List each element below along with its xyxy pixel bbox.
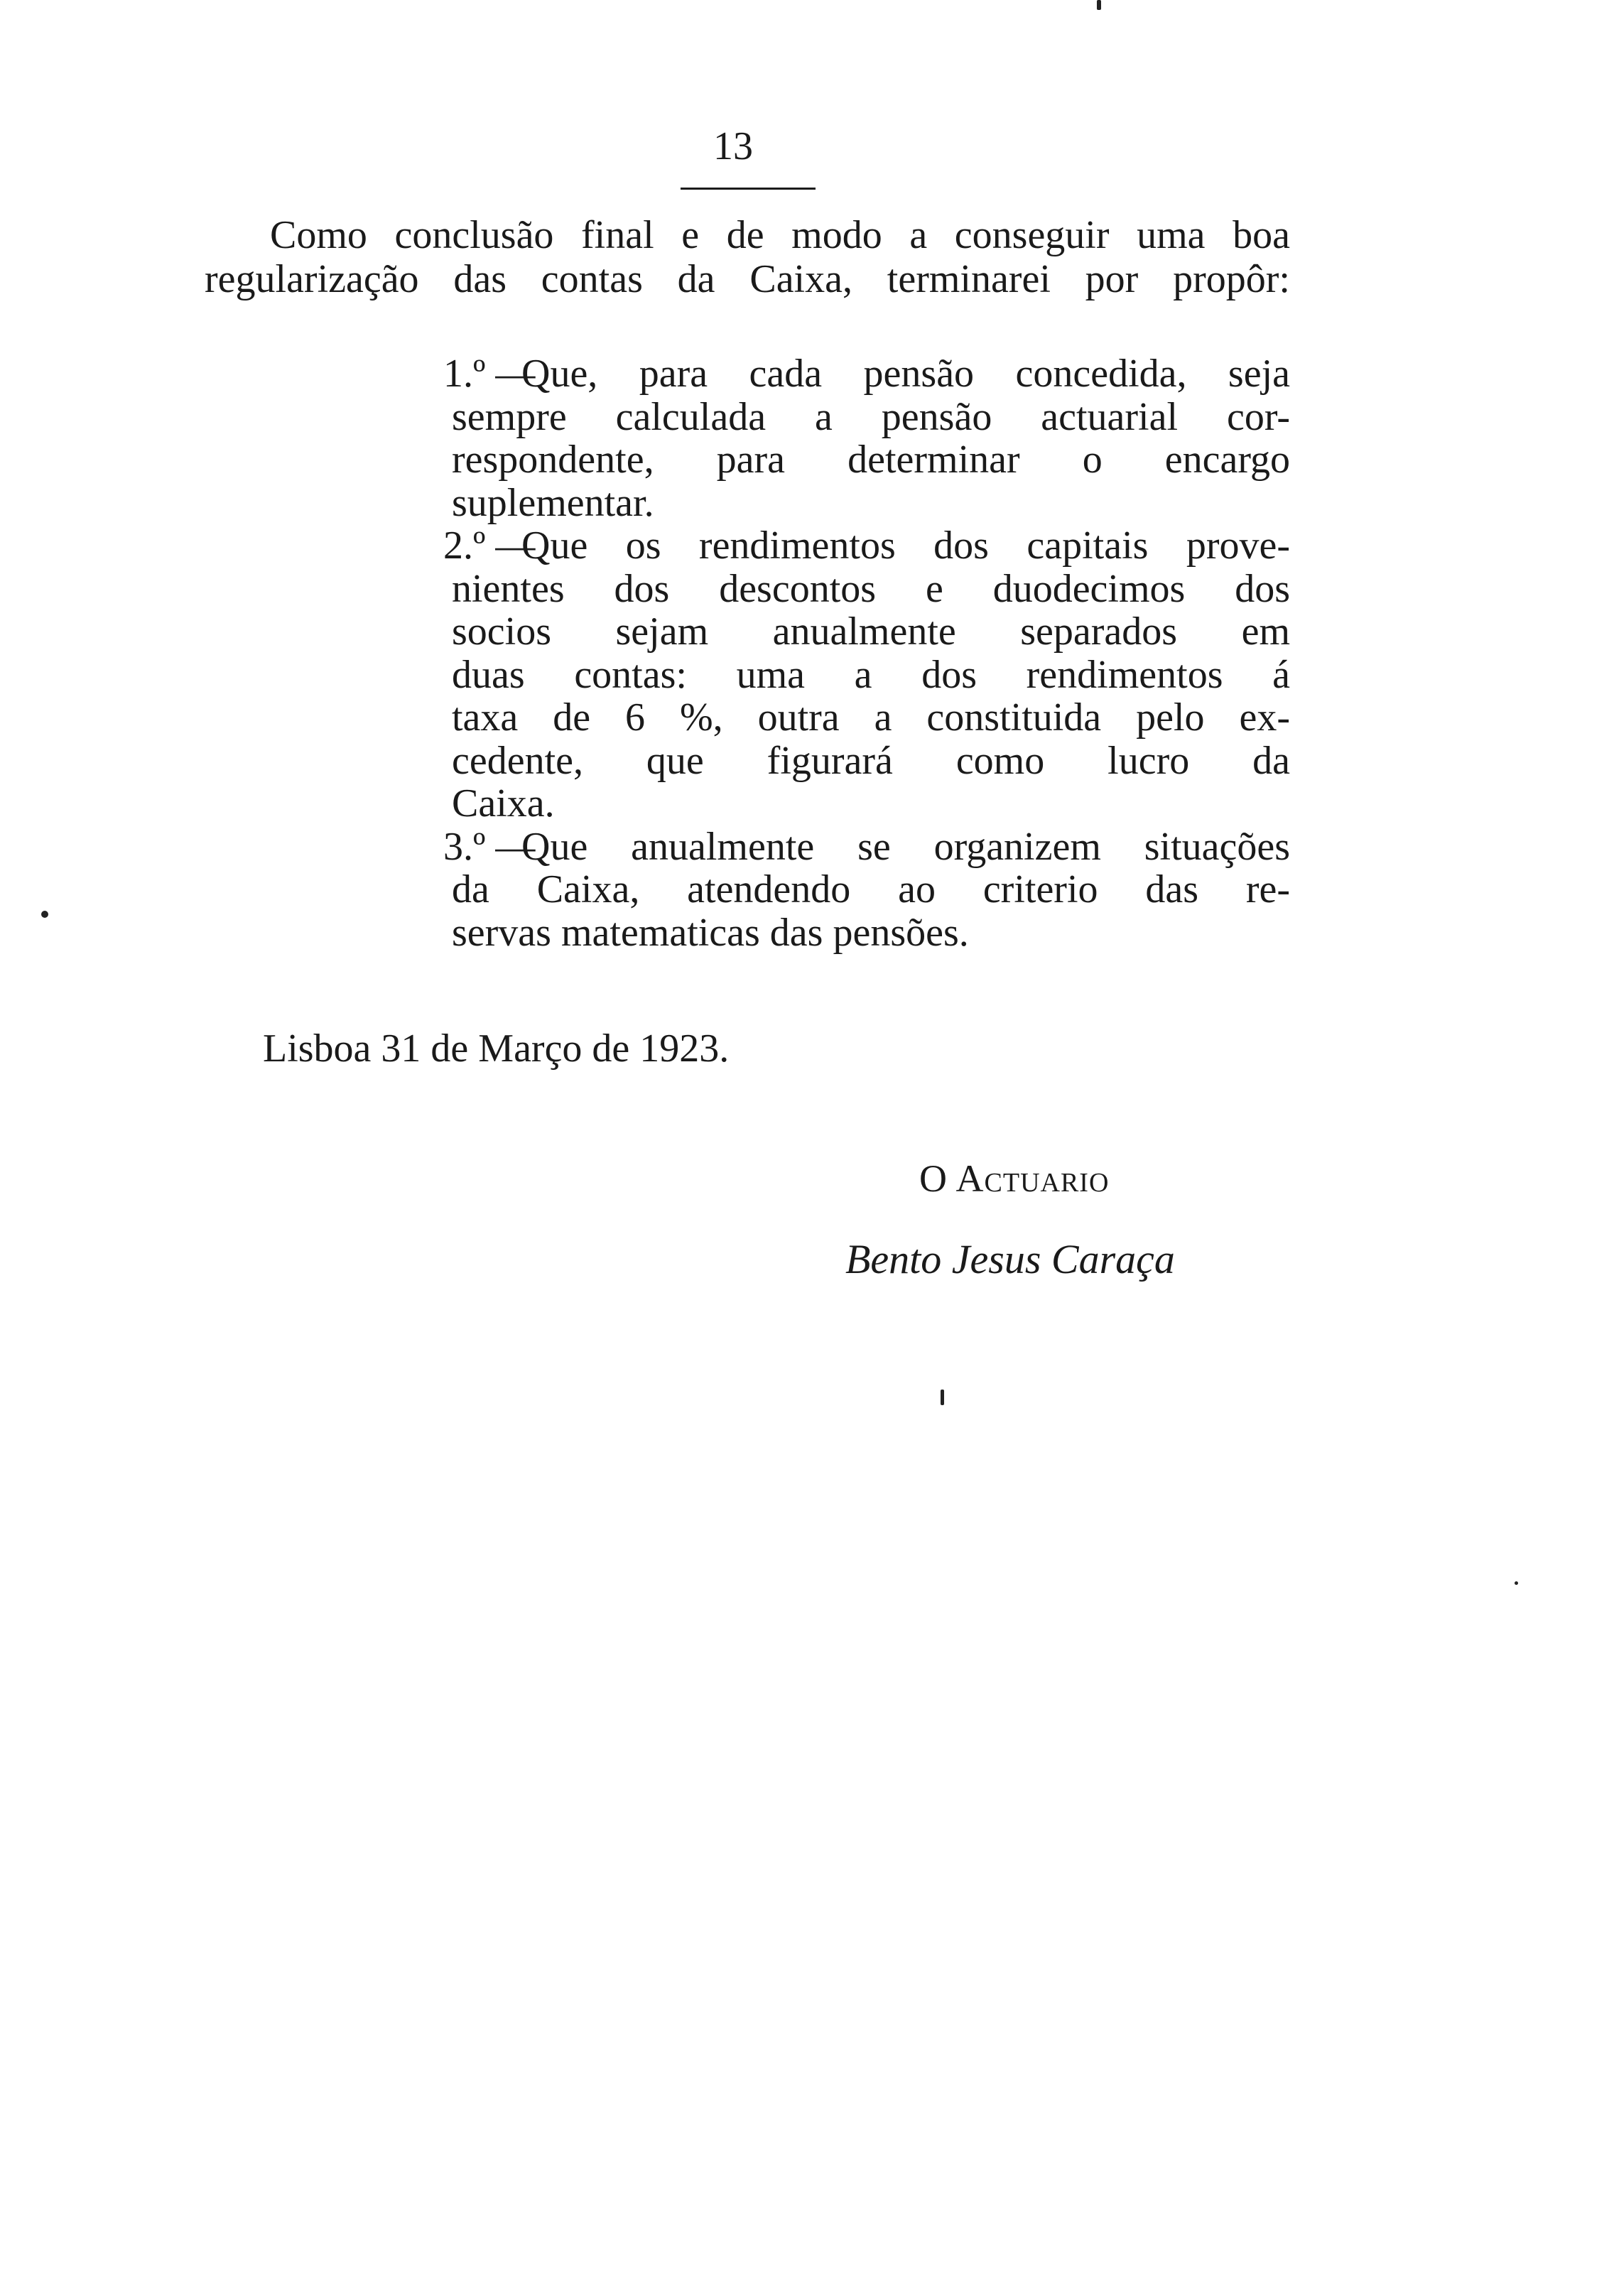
item-line: nientes dos descontos e duodecimos dos	[452, 566, 1290, 611]
item-line: Caixa.	[452, 781, 555, 825]
item-line: cedente, que figurará como lucro da	[452, 738, 1290, 783]
print-speck	[1515, 1581, 1518, 1585]
item-line: sempre calculada a pensão actuarial cor-	[452, 394, 1290, 439]
signatory-name: Bento Jesus Caraça	[845, 1236, 1175, 1282]
proposal-item-3	[443, 824, 1290, 955]
print-speck	[41, 911, 48, 918]
page-number-rule	[681, 188, 816, 190]
item-number: 2.º —	[443, 524, 536, 568]
proposal-list	[443, 352, 1290, 955]
dateline: Lisboa 31 de Março de 1923.	[263, 1027, 730, 1071]
item-line: servas matematicas das pensões.	[452, 910, 969, 955]
item-line: taxa de 6 %, outra a constituida pelo ex-	[452, 695, 1290, 740]
item-line: respondente, para determinar o encargo	[452, 438, 1290, 482]
item-line: suplementar.	[452, 480, 654, 525]
proposal-item-1	[443, 352, 1290, 525]
proposal-item-2	[443, 524, 1290, 825]
page-number: 13	[713, 124, 753, 168]
item-line: socios sejam anualmente separados em	[452, 610, 1290, 654]
item-line: Que, para cada pensão concedida, seja	[521, 352, 1290, 396]
signatory-title: O Actuario	[919, 1157, 1110, 1200]
intro-line: regularização das contas da Caixa, terminarei por propôr:	[205, 257, 1290, 301]
item-line: da Caixa, atendendo ao criterio das re-	[452, 867, 1290, 911]
intro-line: Como conclusão final e de modo a conseguir uma boa	[270, 213, 1290, 257]
print-speck	[1097, 0, 1101, 10]
item-line: Que os rendimentos dos capitais prove-	[521, 524, 1290, 568]
item-number: 1.º —	[443, 352, 536, 396]
print-speck	[941, 1390, 944, 1405]
item-line: Que anualmente se organizem situações	[521, 824, 1290, 869]
intro-paragraph	[205, 213, 1290, 301]
item-number: 3.º —	[443, 824, 536, 869]
item-line: duas contas: uma a dos rendimentos á	[452, 652, 1290, 697]
